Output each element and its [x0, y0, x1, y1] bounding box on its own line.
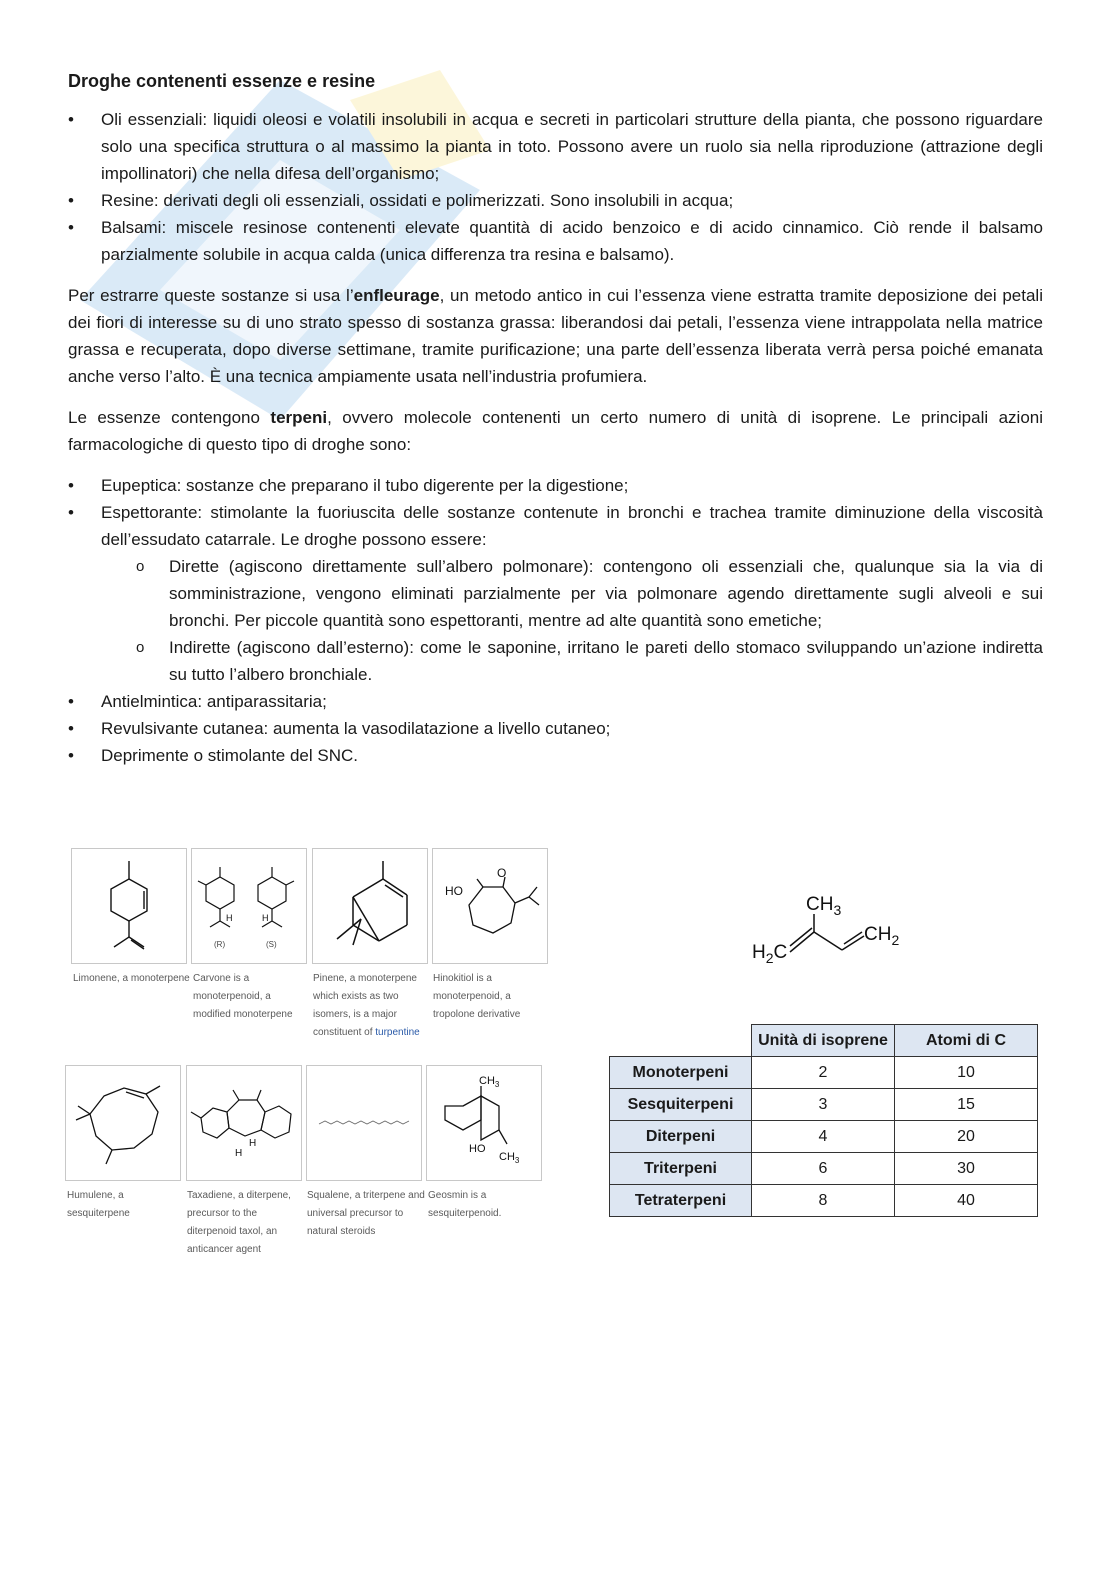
squalene-icon [307, 1066, 421, 1180]
table-cell: 15 [895, 1089, 1038, 1121]
formula-label [806, 894, 841, 918]
row-header: Diterpeni [610, 1121, 752, 1153]
structure-label: H [235, 1148, 243, 1159]
table-cell: 2 [752, 1057, 895, 1089]
taxadiene-icon [187, 1066, 301, 1180]
terpeni-paragraph [68, 404, 1043, 458]
pinene-icon [313, 849, 427, 963]
enfleurage-paragraph [68, 282, 1043, 390]
caption-text: Taxadiene, a diterpene, precursor to the diterpenoid taxol, an anticancer agent [187, 1190, 291, 1255]
list-item: • Resine: derivati degli oli essenziali, ossidati e polimerizzati. Sono insolubili in acqua; [68, 187, 1043, 214]
structure-label: HO [469, 1143, 486, 1155]
structure-label: H [262, 913, 269, 923]
table-header-row [610, 1025, 1038, 1057]
humulene-caption [67, 1187, 185, 1223]
table-row [610, 1089, 1038, 1121]
row-header: Tetraterpeni [610, 1185, 752, 1217]
geosmin-icon [427, 1066, 541, 1180]
row-header: Sesquiterpeni [610, 1089, 752, 1121]
isoprene-formula [750, 888, 910, 968]
sub-list-item: o Dirette (agiscono direttamente sull’albero polmonare): contengono oli essenziali che, qualunque sia la via di somministrazione, vengono eliminati parzialmente per via polmonare agendo direttamente sugli alveoli e sui bronchi. Per piccole quantità sono espettoranti, mentre ad alte quantità sono emetiche; [68, 553, 1043, 634]
carvone-structure [191, 848, 307, 964]
list-item: • Espettorante: stimolante la fuoriuscita delle sostanze contenute in bronchi e trachea tramite diminuzione della viscosità dell’essudato catarrale. Le droghe possono essere: [68, 499, 1043, 553]
structure-label: HO [445, 884, 463, 898]
table-cell: 8 [752, 1185, 895, 1217]
table-cell: 30 [895, 1153, 1038, 1185]
caption-text: Geosmin is a sesquiterpenoid. [428, 1190, 502, 1219]
squalene-caption [307, 1187, 425, 1241]
formula-label [752, 942, 787, 966]
formula-label: 2 [765, 950, 774, 966]
limonene-structure [71, 848, 187, 964]
caption-text: Carvone is a monoterpenoid, a modified monoterpene [193, 973, 293, 1020]
structure-label: (S) [266, 940, 277, 949]
paragraph-text: Per estrarre queste sostanze si usa l’ [68, 286, 354, 305]
list-item: • Balsami: miscele resinose contenenti elevate quantità di acido benzoico e di acido cinnamico. Ciò rende il balsamo parzialmente solubile in acqua calda (unica differenza tra resina e balsamo). [68, 214, 1043, 268]
paragraph-text: Le essenze contengono [68, 408, 271, 427]
bold-term: terpeni [270, 408, 328, 427]
table-cell: 4 [752, 1121, 895, 1153]
table-cell: 40 [895, 1185, 1038, 1217]
formula-label: H [752, 942, 766, 963]
structure-label: H [249, 1138, 257, 1149]
humulene-icon [66, 1066, 180, 1180]
list-item: • Revulsivante cutanea: aumenta la vasodilatazione a livello cutaneo; [68, 715, 1043, 742]
turpentine-link[interactable]: turpentine [375, 1027, 420, 1038]
structure-label: 3 [494, 1080, 500, 1089]
bold-term: enfleurage [353, 286, 440, 305]
structure-label: O [497, 866, 507, 880]
table-cell: 20 [895, 1121, 1038, 1153]
geosmin-caption [428, 1187, 546, 1223]
structure-label: CH [499, 1151, 515, 1163]
terpene-table [609, 1024, 1038, 1217]
formula-label: 2 [891, 932, 900, 948]
table-row [610, 1057, 1038, 1089]
structure-label: 3 [514, 1156, 520, 1165]
caption-text: Hinokitiol is a monoterpenoid, a tropolone derivative [433, 973, 521, 1020]
geosmin-structure [426, 1065, 542, 1181]
list-item: • Antielmintica: antiparassitaria; [68, 688, 1043, 715]
structure-label: H [226, 913, 233, 923]
main-text [68, 68, 1043, 769]
hinokitiol-structure [432, 848, 548, 964]
column-header: Atomi di C [895, 1025, 1038, 1057]
list-item: • Eupeptica: sostanze che preparano il tubo digerente per la digestione; [68, 472, 1043, 499]
formula-label [864, 924, 899, 948]
table-cell: 3 [752, 1089, 895, 1121]
caption-text: Squalene, a triterpene and universal precursor to natural steroids [307, 1190, 425, 1237]
action-list [68, 472, 1043, 769]
structure-label [479, 1075, 500, 1089]
humulene-structure [65, 1065, 181, 1181]
column-header: Unità di isoprene [752, 1025, 895, 1057]
formula-label: CH [864, 924, 892, 945]
taxadiene-structure [186, 1065, 302, 1181]
pinene-structure [312, 848, 428, 964]
list-item: • Oli essenziali: liquidi oleosi e volatili insolubili in acqua e secreti in particolari strutture della pianta, che possono riguardare solo una specifica struttura o al massimo la pianta in toto. Possono avere un ruolo sia nella riproduzione (attrazione degli impollinatori) che nella difesa dell’organismo; [68, 106, 1043, 187]
limonene-caption [73, 970, 191, 988]
paragraph-text: , ovvero molecole contenenti un certo numero di unità di isoprene. Le principali azioni farmacologiche di questo tipo di droghe sono: [68, 408, 1043, 454]
limonene-icon [72, 849, 186, 963]
table-row [610, 1185, 1038, 1217]
page-title: Droghe contenenti essenze e resine [68, 71, 376, 91]
paragraph-text: , un metodo antico in cui l’essenza viene estratta tramite deposizione dei petali dei fiori di interesse su di uno strato spesso di sostanza grassa: liberandosi dai petali, l’essenza viene intrappolata nella matrice grassa e recuperata, dopo diverse settimane, tramite purificazione; una parte dell’essenza liberata verrà persa poiché emanata anche verso l’alto. È una tecnica ampiamente usata nell’industria profumiera. [68, 286, 1043, 386]
table-row [610, 1121, 1038, 1153]
taxadiene-caption [187, 1187, 305, 1259]
hinokitiol-icon [433, 849, 547, 963]
row-header: Monoterpeni [610, 1057, 752, 1089]
table-cell: 10 [895, 1057, 1038, 1089]
caption-text: Pinene, a monoterpene which exists as two isomers, is a major constituent of [313, 973, 417, 1038]
formula-label: CH [806, 894, 834, 915]
substance-list [68, 106, 1043, 268]
pinene-caption [313, 970, 431, 1042]
table-corner [610, 1025, 752, 1057]
carvone-caption [193, 970, 311, 1024]
carvone-icon [192, 849, 306, 963]
caption-text: Limonene, a monoterpene [73, 973, 190, 984]
row-header: Triterpeni [610, 1153, 752, 1185]
structure-label [499, 1151, 520, 1165]
list-item: • Deprimente o stimolante del SNC. [68, 742, 1043, 769]
sub-list-item: o Indirette (agiscono dall’esterno): come le saponine, irritano le pareti dello stomaco sviluppando un’azione indiretta su tutto l’albero bronchiale. [68, 634, 1043, 688]
table-row [610, 1153, 1038, 1185]
structure-label: CH [479, 1075, 495, 1087]
structure-label: (R) [214, 940, 226, 949]
squalene-structure [306, 1065, 422, 1181]
caption-text: Humulene, a sesquiterpene [67, 1190, 130, 1219]
table-cell: 6 [752, 1153, 895, 1185]
formula-label: C [773, 942, 788, 963]
hinokitiol-caption [433, 970, 551, 1024]
formula-label: 3 [833, 902, 842, 918]
